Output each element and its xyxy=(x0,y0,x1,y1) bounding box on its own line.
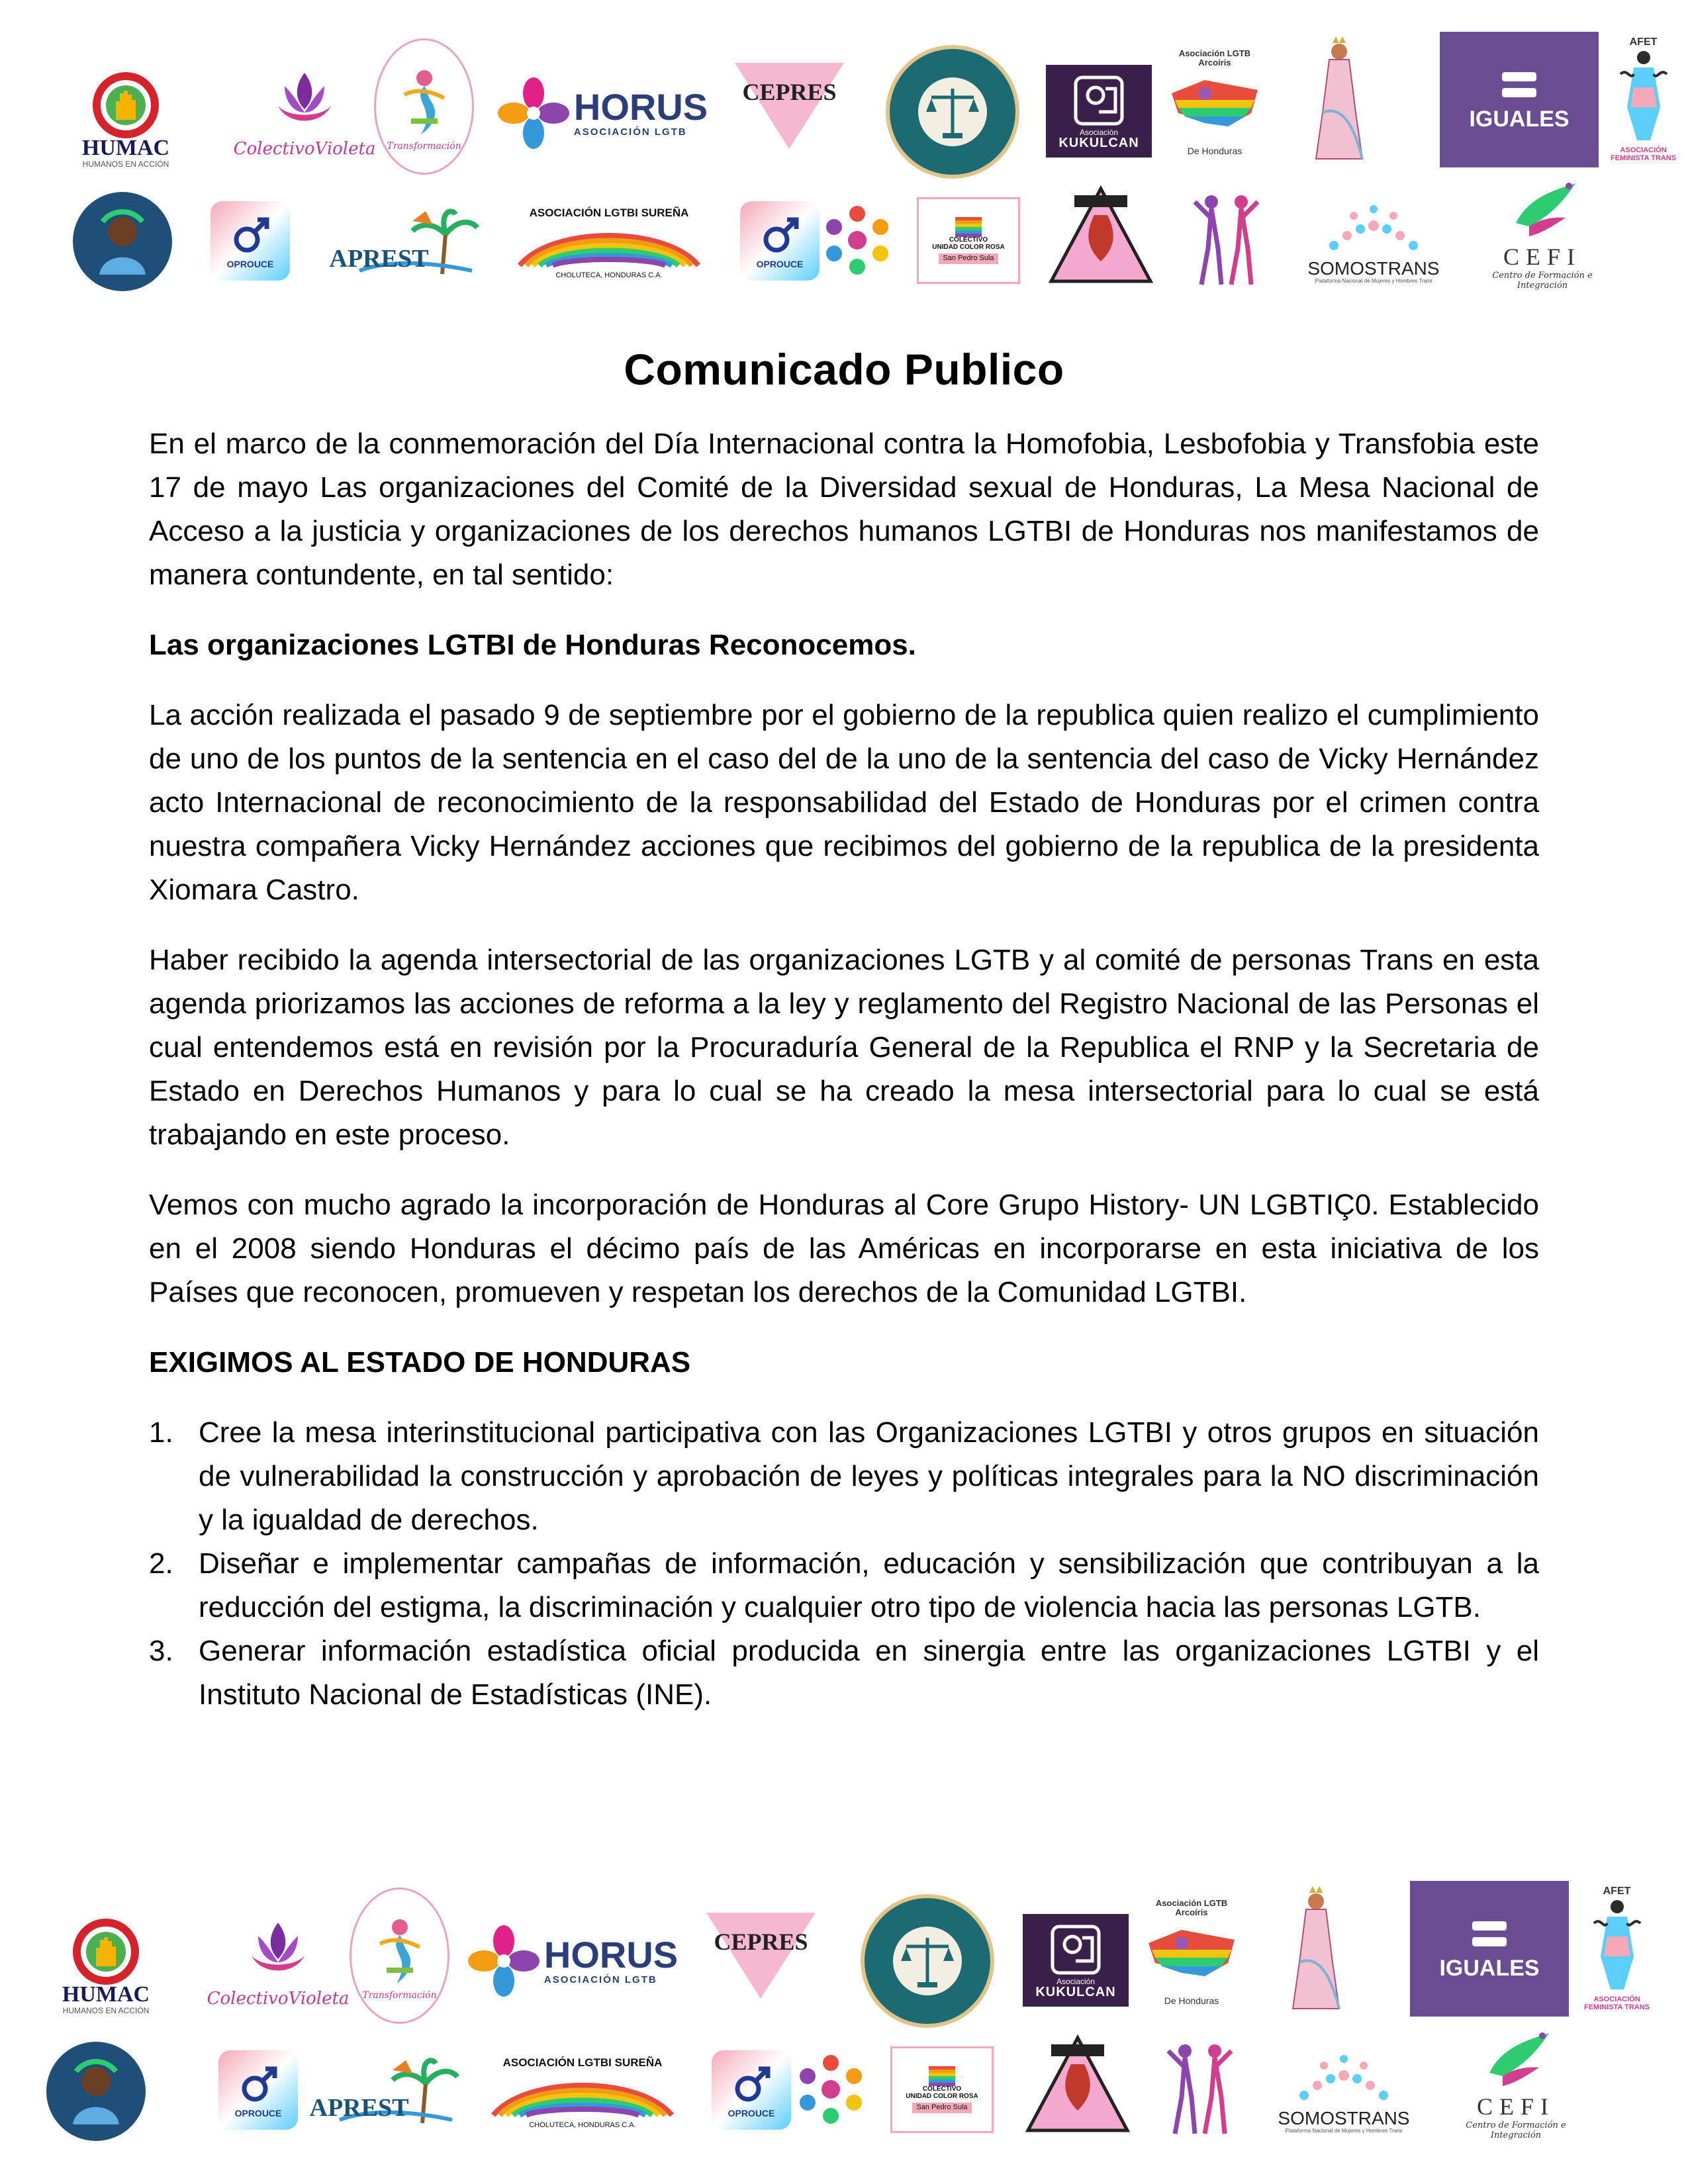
rainbow-mark-icon xyxy=(955,217,982,237)
kukulcan-logo xyxy=(1023,1914,1129,2007)
colectivo-unidad-logo xyxy=(890,2046,994,2133)
iguales-logo xyxy=(1410,1881,1569,2017)
kukulcan-name: KUKULCAN xyxy=(1035,1985,1116,2000)
people-circle-icon xyxy=(794,2053,867,2126)
warrior-circle-logo xyxy=(73,192,172,291)
oprouce-logo-2 xyxy=(740,201,820,281)
arcoiris-logo xyxy=(1162,40,1268,165)
equals-icon xyxy=(1498,68,1540,103)
surena-bottom: CHOLUTECA, HONDURAS C.A. xyxy=(529,2120,636,2129)
goddess-icon xyxy=(1614,48,1673,147)
grupo-figures-logo xyxy=(1155,2029,1241,2142)
humac-hand-icon xyxy=(70,1920,142,1983)
kukulcan-logo xyxy=(1046,65,1152,158)
afet-top: AFET xyxy=(1603,1885,1631,1897)
diversity-circle-logo xyxy=(794,2053,867,2126)
oprouce-logo xyxy=(218,2050,298,2130)
trans-symbol-icon xyxy=(728,2062,774,2109)
mayan-glyph-icon xyxy=(1069,72,1129,128)
surena-logo xyxy=(510,195,708,291)
trans-symbol-icon xyxy=(757,213,803,259)
afet-bottom: ASOCIACIÓN FEMINISTA TRANS xyxy=(1584,1995,1650,2011)
oprouce-logo-2 xyxy=(712,2050,791,2130)
oprouce-name: OPROUCE xyxy=(234,2107,282,2118)
trans-symbol-icon xyxy=(227,213,273,259)
grupo-figures-logo xyxy=(1182,180,1268,293)
demands-heading: EXIGIMOS AL ESTADO DE HONDURAS xyxy=(149,1346,691,1379)
equals-icon xyxy=(1468,1917,1511,1952)
mermaid-icon xyxy=(367,1911,433,1990)
mermaid-icon xyxy=(391,62,457,141)
arcoiris-logo xyxy=(1139,1889,1244,2015)
surena-bottom: CHOLUTECA, HONDURAS C.A. xyxy=(555,271,663,279)
somostrans-name: SOMOSTRANS xyxy=(1307,258,1440,279)
afet-bottom: ASOCIACIÓN FEMINISTA TRANS xyxy=(1611,146,1676,162)
colectivo-unidad-line2: UNIDAD COLOR ROSA xyxy=(906,2092,978,2100)
recognition-heading: Las organizaciones LGTBI de Honduras Reconocemos. xyxy=(149,629,916,661)
cepres-name: CEPRES xyxy=(742,79,837,106)
colectivo-violeta-logo xyxy=(207,1896,350,2022)
humac-name: HUMAC xyxy=(81,135,170,160)
rainbow-people-icon xyxy=(487,2069,679,2122)
horus-name: HORUS xyxy=(543,1934,679,1976)
colectivo-unidad-line3: San Pedro Sula xyxy=(912,2103,971,2113)
hummingbird-icon xyxy=(1503,177,1582,243)
kukulcan-label: Asociación xyxy=(1056,1976,1096,1986)
cefi-logo xyxy=(1440,2022,1592,2144)
rainbow-people-icon xyxy=(513,219,705,272)
humac-logo xyxy=(50,1913,162,2022)
rainbow-mark-icon xyxy=(929,2066,955,2086)
lotus-hands-icon xyxy=(238,1909,318,1989)
cefi-subtitle: Centro de Formación e Integración xyxy=(1466,2120,1566,2140)
mesa-justicia-logo xyxy=(861,1894,994,2028)
aprest-name: APREST xyxy=(329,245,429,273)
colectivo-violeta-name: ColectivoVioleta xyxy=(233,139,376,159)
warrior-circle-logo xyxy=(46,2042,146,2141)
kukulcan-label: Asociación xyxy=(1079,127,1119,137)
somostrans-logo xyxy=(1261,2042,1427,2141)
demand-item xyxy=(149,1411,1539,1542)
horus-name: HORUS xyxy=(573,86,708,128)
humac-hand-icon xyxy=(89,73,162,136)
arcoiris-top: Asociación LGTB Arcoíris xyxy=(1178,48,1251,68)
transformaciones-name: Transformación xyxy=(362,1990,437,2001)
colectivo-unidad-line1: COLECTIVO xyxy=(922,2085,962,2093)
humac-tagline: HUMANOS EN ACCIÓN xyxy=(82,159,169,169)
arcoiris-top: Asociación LGTB Arcoíris xyxy=(1155,1898,1228,1917)
colectivo-violeta-logo xyxy=(233,46,376,172)
cefi-name: CEFI xyxy=(1503,243,1581,270)
demand-number: 1. xyxy=(149,1416,173,1449)
colectivo-unidad-logo xyxy=(917,197,1020,284)
cepres-logo xyxy=(703,1903,819,2002)
header-logo-band xyxy=(0,13,1688,291)
oprouce-name-2: OPROUCE xyxy=(727,2107,775,2118)
recognition-paragraph-3: Vemos con mucho agrado la incorporación de Honduras al Core Grupo History- UN LGBTIÇ0. Establecido en el 2008 siendo Honduras el décimo país de las Américas en incorporarse en esta iniciativa de los Países que reconocen, promueven y respetan los derechos de la Comunidad LGTBI. xyxy=(149,1189,1539,1308)
hummingbird-icon xyxy=(1476,2026,1556,2093)
kukulcan-name: KUKULCAN xyxy=(1058,136,1139,151)
arcoiris-bottom: De Honduras xyxy=(1164,1995,1219,2007)
people-circle-icon xyxy=(821,204,894,277)
demand-item xyxy=(149,1542,1539,1629)
surena-logo xyxy=(483,2045,682,2141)
demand-text: Cree la mesa interinstitucional participativa con las Organizaciones LGTBI y otros grupos en situación de vulnerabilidad la construcción y aprobación de leyes y políticas integrales para la NO discriminación y la igualdad de derechos. xyxy=(199,1416,1539,1536)
dotted-crown-icon xyxy=(1307,199,1440,259)
demands-list xyxy=(149,1411,1539,1717)
dotted-crown-icon xyxy=(1278,2049,1410,2109)
somostrans-logo xyxy=(1291,192,1456,291)
cefi-subtitle: Centro de Formación e Integración xyxy=(1492,270,1593,291)
document-body xyxy=(149,344,1539,1717)
triangle-ribbon-logo xyxy=(1023,2029,1132,2138)
demand-item xyxy=(149,1629,1539,1717)
honduras-map-rainbow-icon xyxy=(1165,67,1264,146)
cefi-name: CEFI xyxy=(1476,2093,1555,2120)
lotus-hands-icon xyxy=(265,60,344,139)
aprest-name: APREST xyxy=(309,2094,409,2122)
horus-petals-icon xyxy=(467,1925,540,1997)
oprouce-logo xyxy=(211,201,290,281)
trans-queen-logo xyxy=(1294,30,1383,169)
document-title: Comunicado Publico xyxy=(624,345,1064,394)
horus-subtitle: ASOCIACIÓN LGTB xyxy=(573,126,687,138)
demand-text: Diseñar e implementar campañas de información, educación y sensibilización que contribuyan a la reducción del estigma, la discriminación y cualquier otro tipo de violencia hacia las personas LGTB. xyxy=(199,1547,1539,1623)
warrior-portrait-icon xyxy=(60,2055,132,2128)
cefi-logo xyxy=(1466,172,1618,295)
mayan-glyph-icon xyxy=(1046,1921,1105,1978)
ribbon-triangle-icon xyxy=(1048,182,1154,288)
afet-top: AFET xyxy=(1629,36,1658,48)
ribbon-triangle-icon xyxy=(1025,2031,1131,2137)
humac-tagline: HUMANOS EN ACCIÓN xyxy=(62,2005,150,2015)
aprest-logo xyxy=(314,191,483,290)
cepres-name: CEPRES xyxy=(714,1929,808,1956)
trans-symbol-icon xyxy=(235,2062,281,2109)
iguales-name: IGUALES xyxy=(1469,106,1570,132)
mesa-justicia-logo xyxy=(886,45,1019,179)
iguales-name: IGUALES xyxy=(1439,1955,1540,1981)
crowned-woman-icon xyxy=(1299,33,1379,165)
aprest-logo xyxy=(295,2040,463,2139)
warrior-portrait-icon xyxy=(86,205,159,278)
somostrans-subtitle: Plataforma Nacional de Mujeres y Hombres Trans xyxy=(1285,2127,1403,2134)
colectivo-violeta-name: ColectivoVioleta xyxy=(207,1989,350,2009)
diversity-circle-logo xyxy=(821,204,894,277)
arcoiris-bottom: De Honduras xyxy=(1187,146,1243,157)
honduras-map-rainbow-icon xyxy=(1142,1917,1241,1996)
dancing-figures-icon xyxy=(1185,182,1264,291)
footer-logo-band xyxy=(0,1873,1688,2151)
colectivo-unidad-line3: San Pedro Sula xyxy=(939,253,998,264)
cepres-logo xyxy=(731,53,847,152)
horus-logo xyxy=(473,1919,679,2002)
horus-petals-icon xyxy=(497,77,570,150)
surena-top: ASOCIACIÓN LGTBI SUREÑA xyxy=(502,2056,663,2069)
demand-text: Generar información estadística oficial producida en sinergia entre las organizaciones LGTBI y el Instituto Nacional de Estadísticas (INE). xyxy=(199,1635,1539,1711)
dancing-figures-icon xyxy=(1158,2031,1238,2140)
demand-number: 2. xyxy=(149,1547,173,1580)
recognition-paragraph-2: Haber recibido la agenda intersectorial de las organizaciones LGTB y al comité de personas Trans en esta agenda priorizamos las acciones de reforma a la ley y reglamento del Registro Nacional de las Personas el cual entendemos está en revisión por la Procuraduría General de la Republica el RNP y la Secretaria de Estado en Derechos Humanos y para lo cual se ha creado la mesa intersectorial para lo cual se está trabajando en este proceso. xyxy=(149,944,1539,1151)
transformaciones-logo xyxy=(350,1888,449,2024)
transformaciones-name: Transformación xyxy=(387,141,461,152)
afet-logo xyxy=(1575,1881,1658,2017)
afet-logo xyxy=(1602,32,1685,167)
scales-of-justice-icon xyxy=(913,72,992,152)
scales-of-justice-icon xyxy=(888,1921,967,2001)
surena-top: ASOCIACIÓN LGTBI SUREÑA xyxy=(529,206,689,219)
recognition-paragraph-1: La acción realizada el pasado 9 de septiembre por el gobierno de la republica quien realizo el cumplimiento de uno de los puntos de la sentencia en el caso del de la uno de la sentencia del caso de Vicky Hernández acto Internacional de reconocimiento de la responsabilidad del Estado de Honduras por el crimen contra nuestra compañera Vicky Hernández acciones que recibimos del gobierno de la republica de la presidenta Xiomara Castro. xyxy=(149,699,1539,906)
transformaciones-logo xyxy=(374,38,474,175)
humac-name: HUMAC xyxy=(62,1981,150,2007)
oprouce-name: OPROUCE xyxy=(226,258,274,269)
humac-logo xyxy=(70,66,182,175)
somostrans-subtitle: Plataforma Nacional de Mujeres y Hombres Trans xyxy=(1315,277,1432,284)
trans-queen-logo xyxy=(1271,1880,1360,2019)
goddess-icon xyxy=(1587,1897,1647,1996)
colectivo-unidad-line2: UNIDAD COLOR ROSA xyxy=(932,243,1005,251)
horus-logo xyxy=(503,71,708,154)
demand-number: 3. xyxy=(149,1635,173,1667)
somostrans-name: SOMOSTRANS xyxy=(1278,2108,1410,2129)
horus-subtitle: ASOCIACIÓN LGTB xyxy=(543,1974,657,1986)
colectivo-unidad-line1: COLECTIVO xyxy=(949,236,988,244)
triangle-ribbon-logo xyxy=(1046,180,1155,289)
crowned-woman-icon xyxy=(1276,1883,1356,2015)
intro-paragraph: En el marco de la conmemoración del Día Internacional contra la Homofobia, Lesbofobia y Transfobia este 17 de mayo Las organizaciones del Comité de la Diversidad sexual de Honduras, La Mesa Nacional de Acceso a la justicia y organizaciones de los derechos humanos LGTBI de Honduras nos manifestamos de manera contundente, en tal sentido: xyxy=(149,428,1539,591)
oprouce-name-2: OPROUCE xyxy=(756,258,804,269)
iguales-logo xyxy=(1440,32,1599,167)
